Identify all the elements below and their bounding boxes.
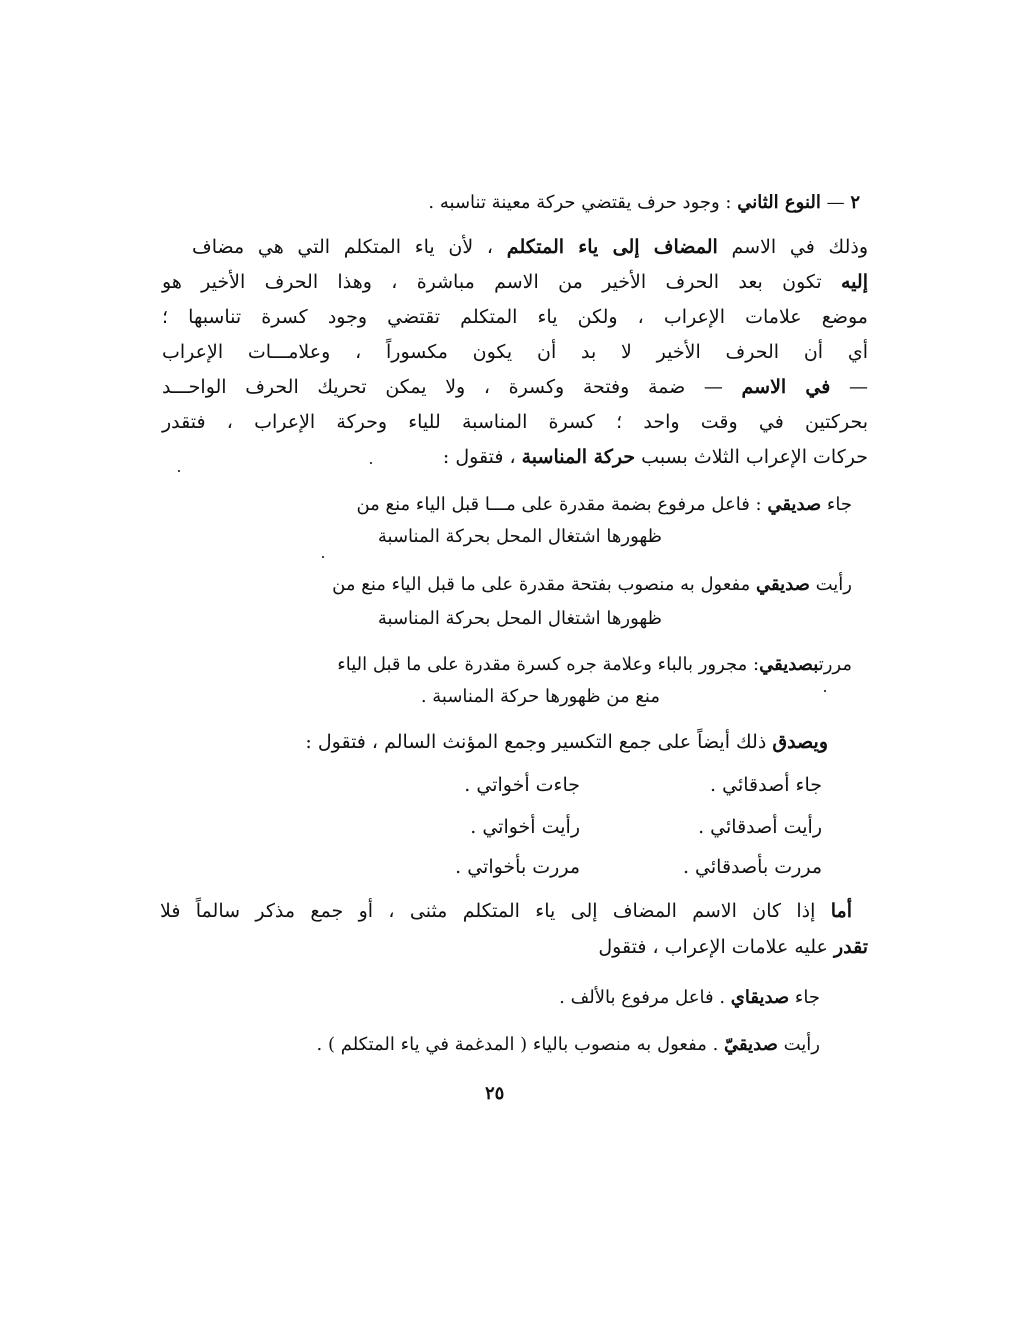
text-run: ذلك أيضاً على جمع التكسير وجمع المؤنث السالم ، فتقول : (305, 731, 773, 753)
example-explanation: . مفعول به منصوب بالياء ( المدغمة في ياء المتكلم ) . (316, 1034, 725, 1055)
example-word: صديقيّ (724, 1034, 778, 1055)
example-word: بصديقي (759, 654, 819, 675)
example-dual-raaytu (317, 1030, 820, 1060)
text-run: بحركتين في وقت واحد ؛ كسرة المناسبة للياء وحركة الإعراب ، فتقدر (162, 411, 868, 433)
example-word: صديقي (767, 494, 822, 515)
paragraph3-line1 (160, 896, 852, 926)
example-marartu-bisadiqi (337, 650, 852, 680)
separator: : (749, 494, 768, 515)
bold-term: تقدر (833, 936, 868, 958)
plural-masc-2: رأيت أصدقائي . (698, 816, 822, 838)
plural-masc-3: مررت بأصدقائي . (682, 856, 822, 878)
page-number: ٢٥ (485, 1083, 505, 1104)
example-jaa-sadiqi (356, 490, 852, 520)
example-raaytu-sadiqi-cont (378, 604, 662, 634)
text-run: حركات الإعراب الثلاث بسبب (635, 446, 868, 468)
scan-speck (824, 690, 826, 692)
paragraph1-line (162, 372, 868, 402)
paragraph3-line2 (598, 932, 868, 962)
text-run: ، فتقول : (442, 446, 522, 468)
example-explanation: ظهورها اشتغال المحل بحركة المناسبة (377, 608, 662, 629)
example-verb: مررت (818, 654, 852, 675)
text-run: عليه علامات الإعراب ، فتقول (598, 936, 834, 958)
plural-fem-1: جاءت أخواتي . (464, 774, 580, 796)
scan-speck (178, 470, 180, 472)
text-run: — (830, 376, 868, 398)
example-verb: رأيت (783, 1034, 820, 1055)
text-run: أي أن الحرف الأخير لا بد أن يكون مكسوراً ، وعلامـــات الإعراب (162, 341, 868, 363)
example-explanation: . فاعل مرفوع بالألف . (559, 987, 731, 1008)
bold-term: ويصدق (772, 731, 828, 753)
text-run: تكون بعد الحرف الأخير من الاسم مباشرة ، وهذا الحرف الأخير هو (162, 271, 841, 293)
example-dual-jaa (559, 983, 820, 1013)
section-text: : وجود حرف يقتضي حركة معينة تناسبه . (428, 192, 732, 213)
bold-term: أما (830, 900, 852, 922)
text-run: موضع علامات الإعراب ، ولكن ياء المتكلم تقتضي وجود كسرة تناسبها ؛ (162, 306, 868, 328)
paragraph1-line (162, 267, 868, 297)
example-marartu-bisadiqi-cont (421, 682, 660, 712)
paragraph1-line (443, 442, 868, 472)
plural-masc-1: جاء أصدقائي . (710, 774, 822, 796)
example-verb: جاء (826, 494, 852, 515)
example-explanation: فاعل مرفوع بضمة مقدرة على مـــا قبل الياء منع من (356, 494, 750, 515)
scan-speck (322, 556, 324, 558)
example-explanation: منع من ظهورها حركة المناسبة . (420, 686, 660, 707)
text-run: — ضمة وفتحة وكسرة ، ولا يمكن تحريك الحرف الواحـــد (162, 376, 742, 398)
paragraph2 (305, 727, 828, 757)
paragraph1-line (162, 337, 868, 367)
text-run: إذا كان الاسم المضاف إلى ياء المتكلم مثنى ، أو جمع مذكر سالماً فلا (160, 900, 831, 922)
example-verb: رأيت (815, 574, 852, 595)
example-word: صديقاي (730, 987, 790, 1008)
bold-term: في الاسم (741, 376, 831, 398)
section-dash: — (826, 192, 845, 213)
paragraph1-line (162, 302, 868, 332)
paragraph1-line (162, 407, 868, 437)
example-verb: جاء (794, 987, 820, 1008)
section-heading (428, 188, 860, 218)
example-explanation: مفعول به منصوب بفتحة مقدرة على ما قبل الياء منع من (332, 574, 751, 595)
text-run: وذلك في الاسم (717, 236, 868, 258)
example-word: صديقي (756, 574, 810, 595)
example-explanation: ظهورها اشتغال المحل بحركة المناسبة (377, 526, 662, 547)
bold-term: المضاف إلى ياء المتكلم (506, 236, 718, 258)
example-explanation: مجرور بالباء وعلامة جره كسرة مقدرة على ما قبل الياء (337, 654, 748, 675)
section-title: النوع الثاني (737, 192, 821, 213)
separator: : (747, 654, 760, 675)
example-raaytu-sadiqi (332, 570, 852, 600)
section-number: ٢ (850, 192, 860, 213)
scan-speck (370, 462, 372, 464)
plural-fem-2: رأيت أخواتي . (470, 816, 580, 838)
bold-term: إليه (841, 271, 868, 293)
plural-fem-3: مررت بأخواتي . (455, 856, 580, 878)
example-jaa-sadiqi-cont (378, 522, 662, 552)
text-run: ، لأن ياء المتكلم التي هي مضاف (192, 236, 507, 258)
paragraph1-line (192, 232, 868, 262)
bold-term: حركة المناسبة (521, 446, 636, 468)
